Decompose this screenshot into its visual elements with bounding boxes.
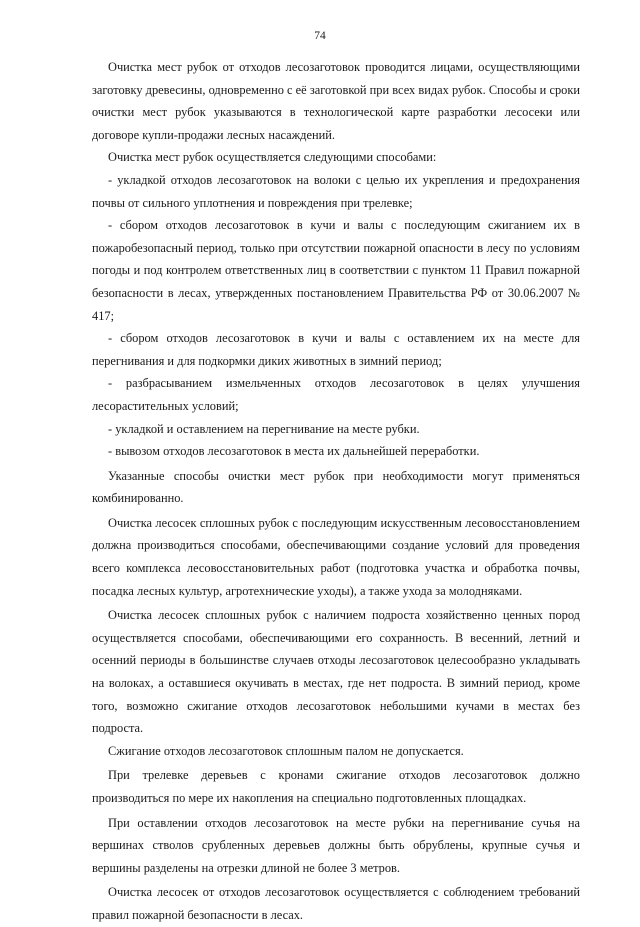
- paragraph: Очистка мест рубок осуществляется следующими способами:: [108, 150, 437, 165]
- paragraph: При оставлении отходов лесозаготовок на месте рубки на перегнивание сучья на вершинах стволов срубленных деревьев должны быть обрублены, крупные сучья и вершины разделены на отрезки длиной не более 3 метров.: [92, 815, 580, 875]
- paragraph: Очистка лесосек сплошных рубок с наличием подроста хозяйственно ценных пород осуществляется способами, обеспечивающими его сохранность. В весенний, летний и осенний периоды в большинстве случаев отходы лесозаготовок целесообразно укладывать на волоках, а оставшиеся окучивать в местах, где нет подроста. В зимний период, кроме того, возможно сжигание отходов лесозаготовок небольшими кучами в местах без подроста.: [92, 608, 580, 736]
- paragraph: Очистка лесосек сплошных рубок с последующим искусственным лесовосстановлением должна производиться способами, обеспечивающими создание условий для проведения всего комплекса лесовосстановительных работ (подготовка участка и обработка почвы, посадка лесных культур, агротехнические уходы), а также ухода за молодняками.: [92, 515, 580, 598]
- list-item: - сбором отходов лесозаготовок в кучи и валы с оставлением их на месте для перегнивания и для подкормки диких животных в зимний период;: [92, 331, 580, 368]
- list-item: - вывозом отходов лесозаготовок в места их дальнейшей переработки.: [108, 444, 480, 459]
- list-item: - разбрасыванием измельченных отходов лесозаготовок в целях улучшения лесорастительных условий;: [92, 376, 580, 413]
- list-item: - сбором отходов лесозаготовок в кучи и валы с последующим сжиганием их в пожаробезопасный период, только при отсутствии пожарной опасности в лесу по условиям погоды и под контролем ответственных лиц в соответствии с пунктом 11 Правил пожарной безопасности в лесах, утвержденных постановлением Правительства РФ от 30.06.2007 № 417;: [92, 218, 580, 323]
- list-item: - укладкой и оставлением на перегнивание на месте рубки.: [108, 421, 420, 436]
- paragraph: Указанные способы очистки мест рубок при необходимости могут применяться комбинированно.: [92, 468, 580, 506]
- paragraph: Сжигание отходов лесозаготовок сплошным палом не допускается.: [108, 743, 464, 758]
- paragraph: Очистка лесосек от отходов лесозаготовок осуществляется с соблюдением требований правил пожарной безопасности в лесах.: [92, 885, 580, 922]
- paragraph: При трелевке деревьев с кронами сжигание отходов лесозаготовок должно производиться по мере их накопления на специально подготовленных площадках.: [92, 768, 580, 805]
- paragraph: Очистка мест рубок от отходов лесозаготовок проводится лицами, осуществляющими заготовку древесины, одновременно с её заготовкой при всех видах рубок. Способы и сроки очистки мест рубок указываются в технологической карте разработки лесосеки или договоре купли-продажи лесных насаждений.: [92, 60, 580, 142]
- list-item: - укладкой отходов лесозаготовок на волоки с целью их укрепления и предохранения почвы от сильного уплотнения и повреждения при трелевке;: [92, 172, 580, 210]
- page-number: 74: [314, 30, 326, 42]
- page-body: [92, 56, 580, 927]
